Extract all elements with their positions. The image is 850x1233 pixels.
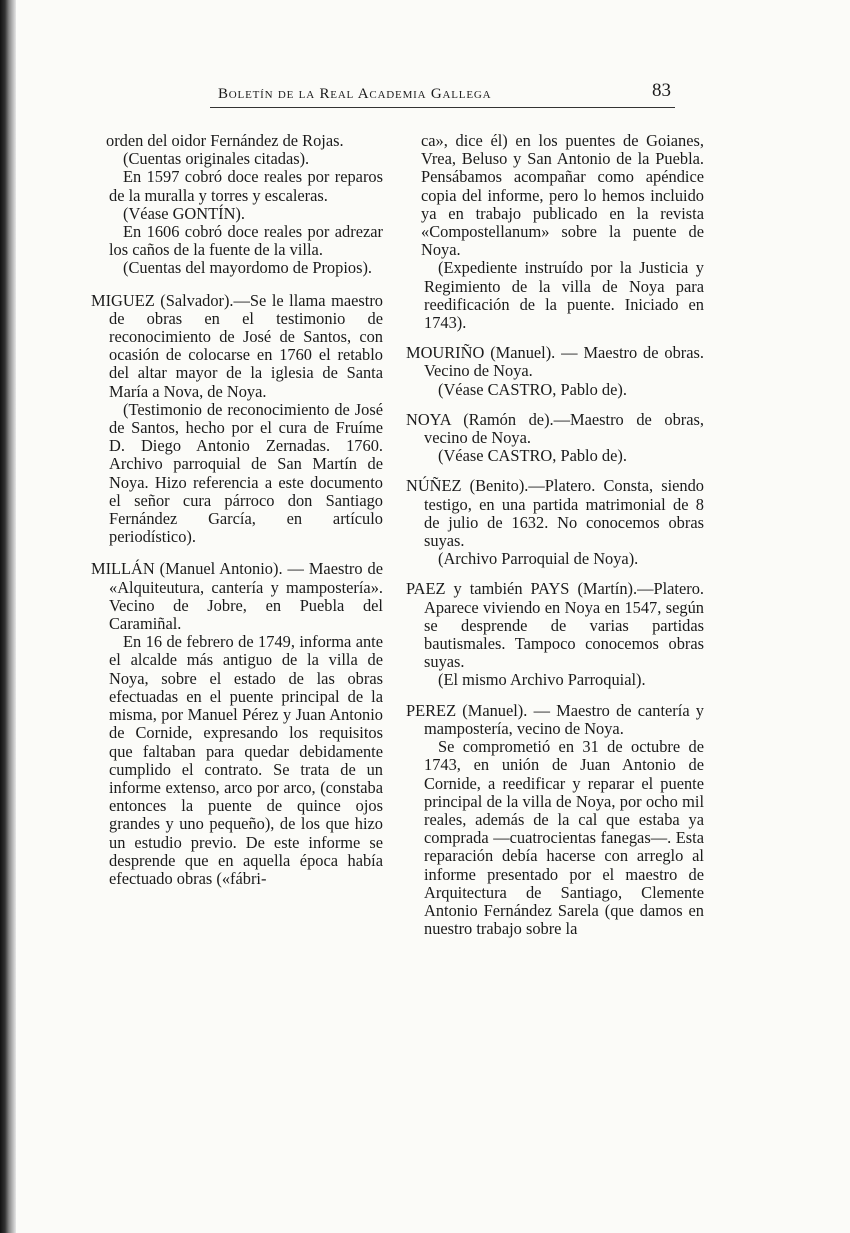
entry-nunez: NÚÑEZ (Benito).—Platero. Consta, siendo testigo, en una partida matrimonial de 8 de julio de 1632. No conocemos obras suyas. [406, 476, 704, 551]
cross-reference: (Véase CASTRO, Pablo de). [438, 446, 627, 466]
source-note: (Testimonio de reconocimiento de José de Santos, hecho por el cura de Fruíme D. Diego Antonio Zernadas. 1760. Archivo parroquial de San Martín de Noya. Hizo referencia a este documento el señor cura párroco don Santiago Fernández García, en artículo periodístico). [109, 399, 383, 547]
entry-perez: PEREZ (Manuel). — Maestro de cantería y mampostería, vecino de Noya. [406, 700, 704, 738]
entry-mourino: MOURIÑO (Manuel). — Maestro de obras. Vecino de Noya. [406, 343, 704, 381]
paragraph: En 1597 cobró doce reales por reparos de la muralla y torres y escaleras. [109, 167, 383, 205]
continued-entry-text: orden del oidor Fernández de Rojas. [106, 131, 344, 150]
running-head: Boletín de la Real Academia Gallega [218, 86, 492, 102]
source-note: (Expediente instruído por la Justicia y Regimiento de la villa de Noya para reedificación de la puente. Iniciado en 1743). [424, 258, 704, 333]
source-note: (Cuentas originales citadas). [123, 149, 310, 169]
scanned-page-edge [0, 0, 16, 1233]
header-rule [210, 107, 675, 108]
entry-miguez: MIGUEZ (Salvador).—Se le llama maestro de obras en el testimonio de reconocimiento de José de Santos, con ocasión de colocarse en 1760 el retablo del altar mayor de la iglesia de Santa María a Nova, de Noya. [91, 290, 383, 401]
entry-millan: MILLÁN (Manuel Antonio). — Maestro de «Alquiteutura, cantería y mampostería». Vecino de Jobre, en Puebla del Caramiñal. [91, 559, 383, 634]
paragraph: Se comprometió en 31 de octubre de 1743, en unión de Juan Antonio de Cornide, a reedificar y reparar el puente principal de la villa de Noya, por ocho mil reales, además de la cal que estaba ya comprada —cuatrocientas fanegas—. Esta reparación debía hacerse con arreglo al informe presentado por el maestro de Arquitectura de Santiago, Clemente Antonio Fernández Sarela (que damos en nuestro trabajo sobre la [424, 737, 704, 939]
source-note: (Archivo Parroquial de Noya). [438, 549, 639, 569]
paragraph: En 1606 cobró doce reales por adrezar los caños de la fuente de la villa. [109, 222, 383, 260]
source-note: (El mismo Archivo Parroquial). [438, 670, 646, 690]
entry-paez: PAEZ y también PAYS (Martín).—Platero. Aparece viviendo en Noya en 1547, según se desprende de varias partidas bautismales. Tampoco conocemos obras suyas. [406, 579, 704, 672]
continued-entry-text: ca», dice él) en los puentes de Goianes, Vrea, Beluso y San Antonio de la Puebla. Pensábamos acompañar como apéndice copia del informe, pero lo hemos incluido ya en trabajo publicado en la revista «Compostellanum» sobre la puente de Noya. [421, 131, 704, 260]
paragraph: En 16 de febrero de 1749, informa ante el alcalde más antiguo de la villa de Noya, sobre el estado de las obras efectuadas en el puente principal de la misma, por Manuel Pérez y Juan Antonio de Cornide, expresando los requisitos que faltaban para quedar debidamente cumplido el contrato. Se trata de un informe extenso, arco por arco, (constaba entonces la puente de quince ojos grandes y uno pequeño), de los que hizo un estudio previo. De este informe se desprende que en aquella época había efectuado obras («fábri- [109, 632, 383, 888]
right-column [406, 132, 704, 938]
page-header [210, 80, 675, 108]
source-note: (Cuentas del mayordomo de Propios). [123, 258, 373, 278]
page-number: 83 [652, 80, 671, 101]
cross-reference: (Véase GONTÍN). [123, 203, 245, 223]
cross-reference: (Véase CASTRO, Pablo de). [438, 379, 627, 399]
entry-noya: NOYA (Ramón de).—Maestro de obras, vecino de Noya. [406, 409, 704, 448]
left-column [91, 132, 383, 888]
